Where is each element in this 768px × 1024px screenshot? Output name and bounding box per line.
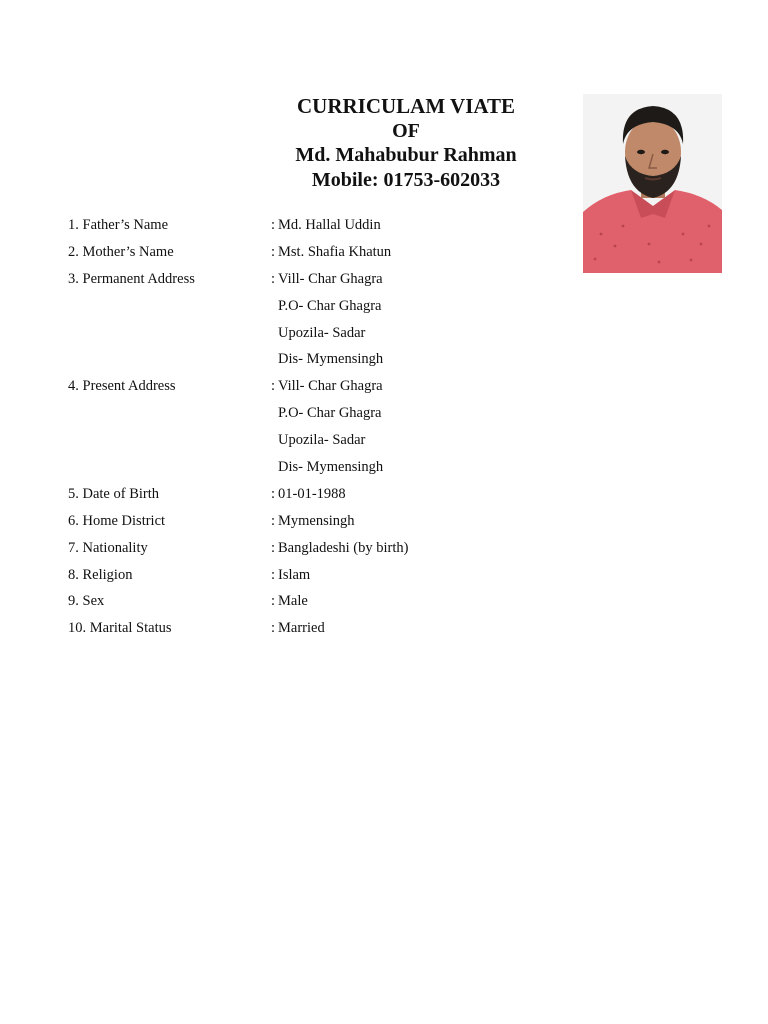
detail-label: 4. Present Address <box>68 378 176 395</box>
detail-row <box>68 427 568 454</box>
detail-separator: : <box>271 217 276 233</box>
cv-header <box>240 94 572 192</box>
detail-value: Vill- Char Ghagra <box>278 378 383 395</box>
detail-row <box>68 320 568 347</box>
detail-row <box>68 400 568 427</box>
detail-value: P.O- Char Ghagra <box>278 405 382 422</box>
detail-label: 6. Home District <box>68 512 166 529</box>
detail-value: Md. Hallal Uddin <box>278 217 381 233</box>
detail-value: Islam <box>278 566 311 583</box>
cv-of: OF <box>392 119 420 142</box>
detail-row <box>68 454 568 481</box>
cv-title: CURRICULAM VIATE <box>297 94 515 118</box>
detail-row <box>68 346 568 373</box>
detail-value: Upozila- Sadar <box>278 432 366 449</box>
detail-separator: : <box>271 566 276 583</box>
detail-row <box>68 615 568 642</box>
detail-label: 2. Mother’s Name <box>68 243 174 260</box>
detail-label: 10. Marital Status <box>68 620 172 637</box>
detail-separator: : <box>271 270 276 287</box>
detail-value: Upozila- Sadar <box>278 324 366 341</box>
detail-row <box>68 266 568 293</box>
portrait-photo <box>583 94 722 273</box>
personal-details <box>68 212 568 642</box>
detail-row <box>68 508 568 535</box>
detail-separator: : <box>271 378 276 395</box>
detail-value: Male <box>278 593 308 610</box>
detail-label: 1. Father’s Name <box>68 217 168 233</box>
detail-separator: : <box>271 485 276 502</box>
detail-separator: : <box>271 539 276 556</box>
detail-value: Dis- Mymensingh <box>278 459 384 476</box>
detail-label: 5. Date of Birth <box>68 485 160 502</box>
detail-value: P.O- Char Ghagra <box>278 297 382 314</box>
detail-label: 3. Permanent Address <box>68 270 195 287</box>
detail-row <box>68 373 568 400</box>
detail-row <box>68 293 568 320</box>
detail-value: Bangladeshi (by birth) <box>278 539 409 556</box>
detail-value: 01-01-1988 <box>278 485 346 502</box>
detail-row <box>68 212 568 239</box>
detail-value: Dis- Mymensingh <box>278 351 384 368</box>
detail-value: Mst. Shafia Khatun <box>278 243 392 260</box>
detail-separator: : <box>271 620 276 637</box>
detail-label: 9. Sex <box>68 593 105 610</box>
detail-separator: : <box>271 512 276 529</box>
detail-row <box>68 588 568 615</box>
detail-row <box>68 239 568 266</box>
detail-value: Mymensingh <box>278 512 355 529</box>
detail-value: Married <box>278 620 325 637</box>
detail-label: 8. Religion <box>68 566 133 583</box>
cv-name: Md. Mahabubur Rahman <box>295 144 517 166</box>
detail-separator: : <box>271 243 276 260</box>
detail-value: Vill- Char Ghagra <box>278 270 383 287</box>
cv-mobile: Mobile: 01753-602033 <box>311 168 501 191</box>
detail-row <box>68 481 568 508</box>
detail-row <box>68 535 568 562</box>
detail-separator: : <box>271 593 276 610</box>
detail-row <box>68 562 568 589</box>
portrait-icon <box>583 94 722 273</box>
detail-label: 7. Nationality <box>68 539 148 556</box>
